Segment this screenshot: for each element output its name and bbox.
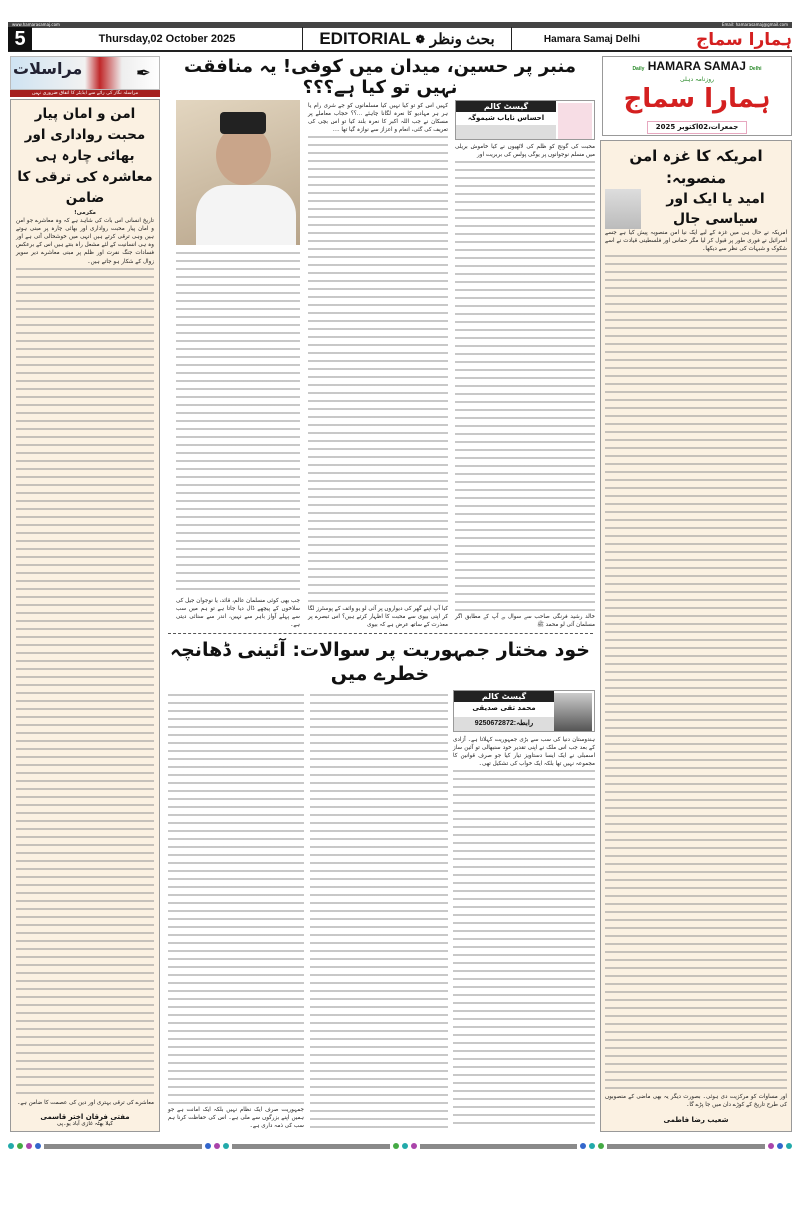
article3-author: شعیب رضا فاطمی [663, 1116, 729, 1124]
article2-contact: رابطہ:9250672872 [454, 717, 554, 731]
article2-col2 [310, 692, 448, 1130]
article1-photo [176, 100, 300, 245]
article1-author-photo [558, 103, 592, 139]
article1-headline: منبر پر حسین، میدان میں کوفی! یہ منافقت نہیں تو کیا ہے؟؟؟ [184, 56, 576, 98]
gaza-article-box [600, 140, 792, 1132]
article3-lead: امریکہ نے حال ہی میں غزہ کے لیے ایک نیا امن منصوبہ پیش کیا ہے جسے اسرائیل نے فوری طور پر قبول کر لیا مگر حماس اور فلسطینی قیادت نے اسے شکوک و شبہات کی نظر سے دیکھا۔ [605, 230, 787, 253]
article1-guest-box [455, 100, 595, 140]
masthead-date: جمعرات،02اکتوبر 2025 [647, 121, 748, 134]
letter-body-text [16, 268, 154, 1097]
letters-disclaimer: مراسلہ نگار کی رائے سے ایڈیٹر کا اتفاق ضروری نہیں [10, 90, 160, 97]
letters-banner-title: مراسلات [13, 59, 83, 78]
masthead-roznama: روزنامہ [695, 76, 715, 83]
edition: Hamara Samaj Delhi [543, 33, 641, 45]
article3-closing: اور مساوات کو مرکزیت دی ہوئی۔ بصورت دیگر یہ بھی ماضی کے منصوبوں کی طرح تاریخ کے کوڑے دان میں جا پڑے گا۔ [605, 1093, 787, 1108]
issue-date: Thursday,02 October 2025 [98, 33, 236, 45]
article1-col2 [308, 102, 448, 629]
email: Email: hamarasamaj@gmail.com [721, 22, 788, 27]
letters-column [10, 56, 160, 1132]
masthead-daily: Daily [632, 66, 645, 72]
article2-col3 [168, 692, 304, 1130]
article2-closing: جمہوریت صرف ایک نظام نہیں بلکہ ایک امانت ہے جو ہمیں اپنے بزرگوں سے ملی ہے۔ اس کی حفاظت کرنا ہم سب کی ذمہ داری ہے۔ [168, 1106, 304, 1129]
section-title [302, 27, 512, 51]
article2-author: محمد تقی صدیقی [472, 704, 536, 712]
letter-title: امن و امان پیار محبت رواداری اور بھائی چارہ ہی معاشرہ کی ترقی کا ضامن [17, 106, 153, 206]
website: www.hamarasamaj.com [12, 22, 60, 27]
article1-column-label: گیسٹ کالم [456, 101, 556, 112]
masthead-delhi: Delhi [749, 66, 762, 72]
article2-guest-box [453, 690, 595, 732]
masthead-name-en: HAMARA SAMAJ [647, 59, 746, 73]
article-divider [168, 633, 593, 634]
article1-col2-end: کیا آپ اپنے گھر کی دیواروں پر آئی لو یو وائف کے پوسٹرز لگا کر اپنی بیوی سے محبت کا اظہار کرتے ہیں؟ اس تبصرے پر معذرت کے ساتھ عرض ہے کہ بیوی [308, 605, 448, 628]
article3-author-photo [605, 189, 641, 229]
footer-dots [8, 1142, 792, 1150]
article3-headline-2: امید یا ایک اور سیاسی جال [666, 191, 765, 227]
page-header [8, 28, 792, 52]
article3-headline-1: امریکہ کا غزہ امن منصوبہ: [629, 147, 763, 187]
masthead-logo: ہمارا سماج [623, 84, 771, 114]
masthead [602, 56, 792, 136]
letter-salutation: مکرمی! [74, 210, 96, 216]
article1-author: احساس نایاب شیموگہ [467, 114, 545, 122]
page-number: 5 [8, 27, 32, 51]
section-ur: بحث ونظر [429, 31, 495, 48]
article2-headline: خود مختار جمہوریت پر سوالات: آئینی ڈھانچہ خطرے میں [169, 639, 590, 685]
article3-body-text [605, 255, 787, 1091]
article1-col3 [176, 250, 300, 629]
article2-column-label: گیسٹ کالم [454, 691, 554, 702]
article1-col1 [455, 143, 595, 629]
letters-box [10, 99, 160, 1132]
flower-icon: ❁ [415, 33, 425, 46]
article2-col1 [453, 736, 595, 1130]
article1-col3-text [176, 252, 300, 595]
article1-col1-text [455, 161, 595, 611]
article1-col3-end: جب بھی کوئی مسلمان عالم، قائد، یا نوجوان جیل کی سلاخوں کے پیچھے ڈال دیا جاتا ہے تو ہم میں سب سے پہلے آواز باہر سے نہیں، اندر سے سنائی دیتی ہے۔ [176, 597, 300, 628]
article2-author-photo [554, 693, 592, 731]
section-en: EDITORIAL [319, 29, 411, 48]
article1-col1-end: خالد رشید فرنگی صاحب سے سوال ہے آپ کے مطابق اگر مسلمان آئی لو محمد ﷺ [455, 613, 595, 628]
header-logo: ہمارا سماج [695, 29, 792, 50]
article1-col2-text [308, 136, 448, 602]
letter-author: مفتی فرقان اختر قاسمی [40, 1113, 130, 1121]
letter-place: کیلا بھٹہ غازی آباد یو۔پی [57, 1121, 113, 1127]
letter-closing: معاشرے کی ترقی بہتری اور دین کی عصمت کا ضامن ہے۔ [17, 1099, 154, 1106]
letters-banner [10, 56, 160, 90]
article2-lead: ہندوستان دنیا کی سب سے بڑی جمہوریت کہلاتا ہے۔ آزادی کے بعد جب اس ملک نے اپنی تقدیر خود سنبھالی تو آئین ساز اسمبلی نے ایک ایسا دستاویز تیار کیا جو صرف قوانین کا مجموعہ نہیں تھا بلکہ ایک خواب کی تشکیل تھی۔ [453, 737, 595, 768]
article2-col3-text [168, 694, 304, 1104]
article1-col2-top: کہیں اس کو تو کیا نہیں کیا مسلمانوں کو جے شری رام یا ہر ہر مہادیو کا نعرہ لگانا چاہئے ...؟؟ حجاب معاملے پر مسکان نے جب اللہ اکبر کا نعرہ بلند کیا تو اس بچی کی تعریف کی گئی، انعام و اعزاز سے نوازہ گیا تھا .... [308, 103, 448, 134]
masthead-dehli: دہلی [679, 76, 694, 83]
article2-col1-text [453, 770, 595, 1128]
article1-lead: محبت کی گونج کو ظلم کی لاٹھیوں نے کیا خاموش بریلی میں مسلم نوجوانوں پر یوگی پولس کی بربریت اور [455, 144, 595, 159]
article2-col2-text [310, 694, 448, 1128]
pen-icon: ✒ [135, 63, 151, 84]
letter-intro: تاریخ انسانی اس بات کی شاہد ہے کہ وہ معاشرے جو امن و امان پیار محبت رواداری اور بھائی چارہ پر مبنی ہوتے ہیں وہی ترقی کرتے ہیں انہی میں خوشحالی آتی ہے اور وہ ہی انسانیت کے لئے مشعل راہ بنتے ہیں اس کے برعکس فسادات جنگ نفرت اور ظلم پر مبنی معاشرے دیر سویر زوال کے شکار ہو جاتے ہیں۔ [16, 218, 154, 265]
